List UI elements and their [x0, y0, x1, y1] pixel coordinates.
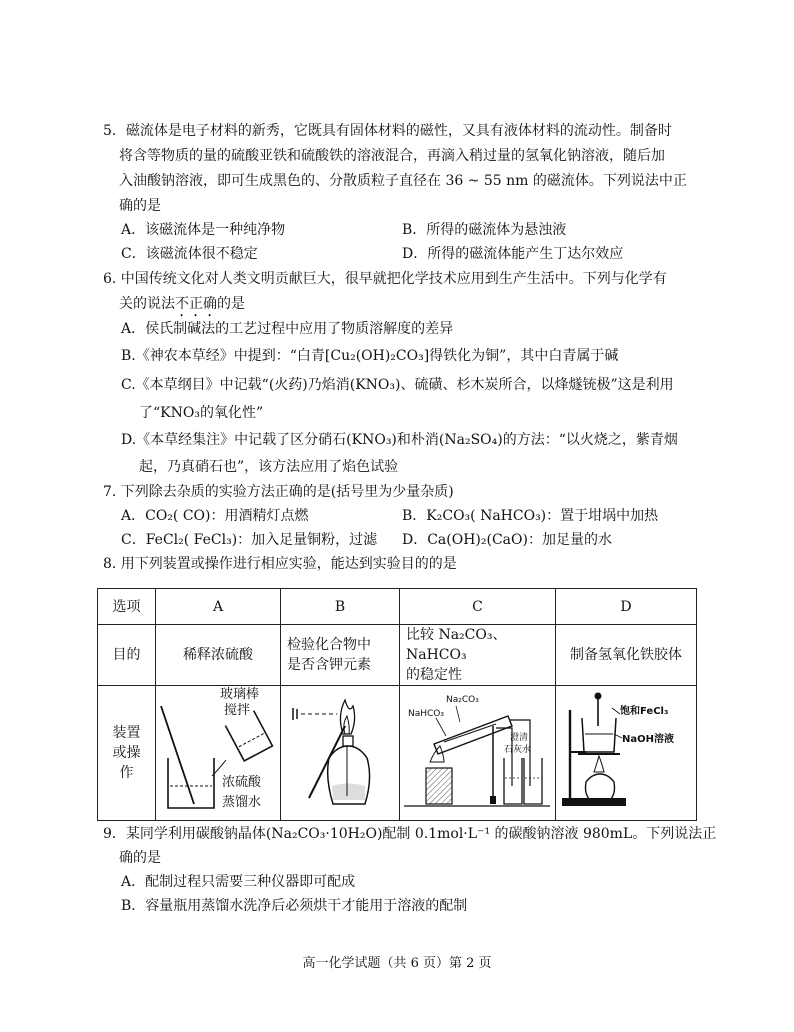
- table-apparatus-c: [400, 686, 556, 821]
- q5-stem-line-2: 将含等物质的量的硫酸亚铁和硫酸铁的溶液混合，再滴入稍过量的氢氧化钠溶液，随后加: [119, 148, 665, 164]
- apparatus-b-diagram: [281, 686, 399, 814]
- q5-option-c: C．该磁流体很不稳定: [121, 246, 258, 262]
- apparatus-c-label-limewater: 石灰水: [504, 745, 532, 755]
- q9-option-a: A．配制过程只需要三种仪器即可配成: [121, 874, 356, 890]
- table-purpose-label: 目的: [98, 625, 156, 686]
- q8-stem: 8. 用下列装置或操作进行相应实验，能达到实验目的的是: [103, 556, 457, 572]
- q5-stem-line-3: 入油酸钠溶液，即可生成黑色的、分散质粒子直径在 36 ~ 55 nm 的磁流体。下列说法中正: [119, 173, 687, 189]
- table-apparatus-d: [556, 686, 697, 821]
- table-purpose-c-line-1: 比较 Na₂CO₃、NaHCO₃: [406, 627, 507, 663]
- q9-stem-line-1: 9．某同学利用碳酸钠晶体(Na₂CO₃·10H₂O)配制 0.1mol·L⁻¹ 的碳酸钠溶液 980mL。下列说法正: [103, 826, 717, 842]
- q6-option-c-line-2: 了“KNO₃的氧化性”: [139, 405, 264, 421]
- table-header-option: 选项: [98, 589, 156, 625]
- table-header-d: D: [556, 589, 697, 625]
- table-purpose-c: [400, 625, 556, 686]
- table-purpose-b-line-2: 是否含钾元素: [287, 657, 371, 673]
- test-tube-inner: [444, 724, 496, 742]
- q8-table: [97, 588, 697, 821]
- alcohol-lamp-shape: [586, 774, 615, 800]
- q7-option-d: D．Ca(OH)₂(CaO)：加足量的水: [402, 532, 612, 548]
- apparatus-d-label-naoh: NaOH溶液: [622, 734, 674, 745]
- q6-stem-emphasis: 不正确: [175, 296, 217, 312]
- pouring-flask: [225, 711, 272, 761]
- q6-stem-line-1: 6. 中国传统文化对人类文明贡献巨大，很早就把化学技术应用到生产生活中。下列与化学有: [103, 271, 667, 287]
- q7-option-a: A．CO₂( CO)：用酒精灯点燃: [121, 508, 309, 524]
- apparatus-a-label-acid: 浓硫酸: [222, 775, 262, 790]
- q5-option-d: D．所得的磁流体能产生丁达尔效应: [402, 246, 624, 262]
- table-header-c: C: [400, 589, 556, 625]
- q6-stem-post: 的是: [217, 296, 245, 312]
- q6-stem-pre: 关的说法: [119, 296, 175, 312]
- table-purpose-a: 稀释浓硫酸: [156, 625, 281, 686]
- q7-option-c: C．FeCl₂( FeCl₃)：加入足量铜粉，过滤: [121, 532, 378, 548]
- table-apparatus-label: [98, 686, 156, 821]
- q9-option-b: B．容量瓶用蒸馏水洗净后必须烘干才能用于溶液的配制: [121, 898, 468, 914]
- q6-option-d-line-2: 起，乃真硝石也”，该方法应用了焰色试验: [139, 459, 399, 475]
- q6-option-c-line-1: C.《本草纲目》中记载“(火药)乃焰消(KNO₃)、硫磺、杉木炭所合，以烽燧铳极”这是利用: [121, 377, 674, 393]
- flame-icon: [594, 756, 604, 772]
- apparatus-c-diagram: [400, 686, 555, 814]
- q6-option-a: A．侯氏制碱法的工艺过程中应用了物质溶解度的差异: [121, 321, 454, 337]
- table-apparatus-b: [281, 686, 400, 821]
- beaker-right: [524, 758, 542, 804]
- table-header-b: B: [281, 589, 400, 625]
- table-purpose-b: [281, 625, 400, 686]
- apparatus-label-2: 或操: [112, 745, 141, 761]
- q6-option-b: B.《神农本草经》中提到：“白青[Cu₂(OH)₂CO₃]得铁化为铜”，其中白青属于碱: [121, 348, 619, 364]
- apparatus-label-1: 装置: [112, 725, 141, 741]
- q5-stem-line-1: 5．磁流体是电子材料的新秀，它既具有固体材料的磁性，又具有液体材料的流动性。制备时: [103, 123, 672, 139]
- beaker-left: [504, 758, 522, 804]
- apparatus-a-label-water: 蒸馏水: [222, 795, 262, 810]
- table-purpose-c-line-2: 的稳定性: [406, 667, 462, 683]
- q5-option-a: A．该磁流体是一种纯净物: [121, 222, 286, 238]
- q7-option-b: B．K₂CO₃( NaHCO₃)：置于坩埚中加热: [402, 508, 659, 524]
- cobalt-glass-icon: [293, 708, 297, 720]
- table-apparatus-a: [156, 686, 281, 821]
- lamp-wick: [343, 736, 353, 746]
- q6-option-d-line-1: D.《本草经集注》中记载了区分硝石(KNO₃)和朴消(Na₂SO₄)的方法：“以火烧之，紫青烟: [121, 432, 678, 448]
- iron-stand-base: [562, 798, 626, 806]
- apparatus-a-label-rod: 玻璃棒: [220, 687, 260, 702]
- lamp-body: [426, 768, 452, 804]
- apparatus-label-3: 作: [119, 765, 134, 781]
- glass-rod-shape: [161, 706, 194, 804]
- q5-option-b: B．所得的磁流体为悬浊液: [402, 222, 567, 238]
- apparatus-c-label-clear: 澄清: [510, 733, 529, 743]
- beaker-shape: [168, 758, 214, 808]
- apparatus-c-label-nahco3: NaHCO₃: [408, 709, 444, 719]
- apparatus-c-label-na2co3: Na₂CO₃: [446, 695, 479, 705]
- q5-stem-line-4: 确的是: [119, 198, 161, 214]
- apparatus-a-diagram: [156, 686, 280, 814]
- apparatus-d-label-fecl3: 饱和FeCl₃: [620, 706, 669, 717]
- flame-icon: [430, 746, 444, 762]
- q6-stem-line-2: [119, 294, 245, 320]
- q7-stem: 7. 下列除去杂质的实验方法正确的是(括号里为少量杂质): [103, 484, 454, 500]
- table-purpose-b-line-1: 检验化合物中: [287, 637, 371, 653]
- table-header-a: A: [156, 589, 281, 625]
- beaker-shape: [582, 718, 616, 752]
- q9-stem-line-2: 确的是: [119, 850, 161, 866]
- table-purpose-d: 制备氢氧化铁胶体: [556, 625, 697, 686]
- apparatus-d-diagram: [556, 686, 688, 814]
- apparatus-a-label-stir: 搅拌: [224, 703, 251, 718]
- page-footer: 高一化学试题（共 6 页）第 2 页: [302, 956, 492, 971]
